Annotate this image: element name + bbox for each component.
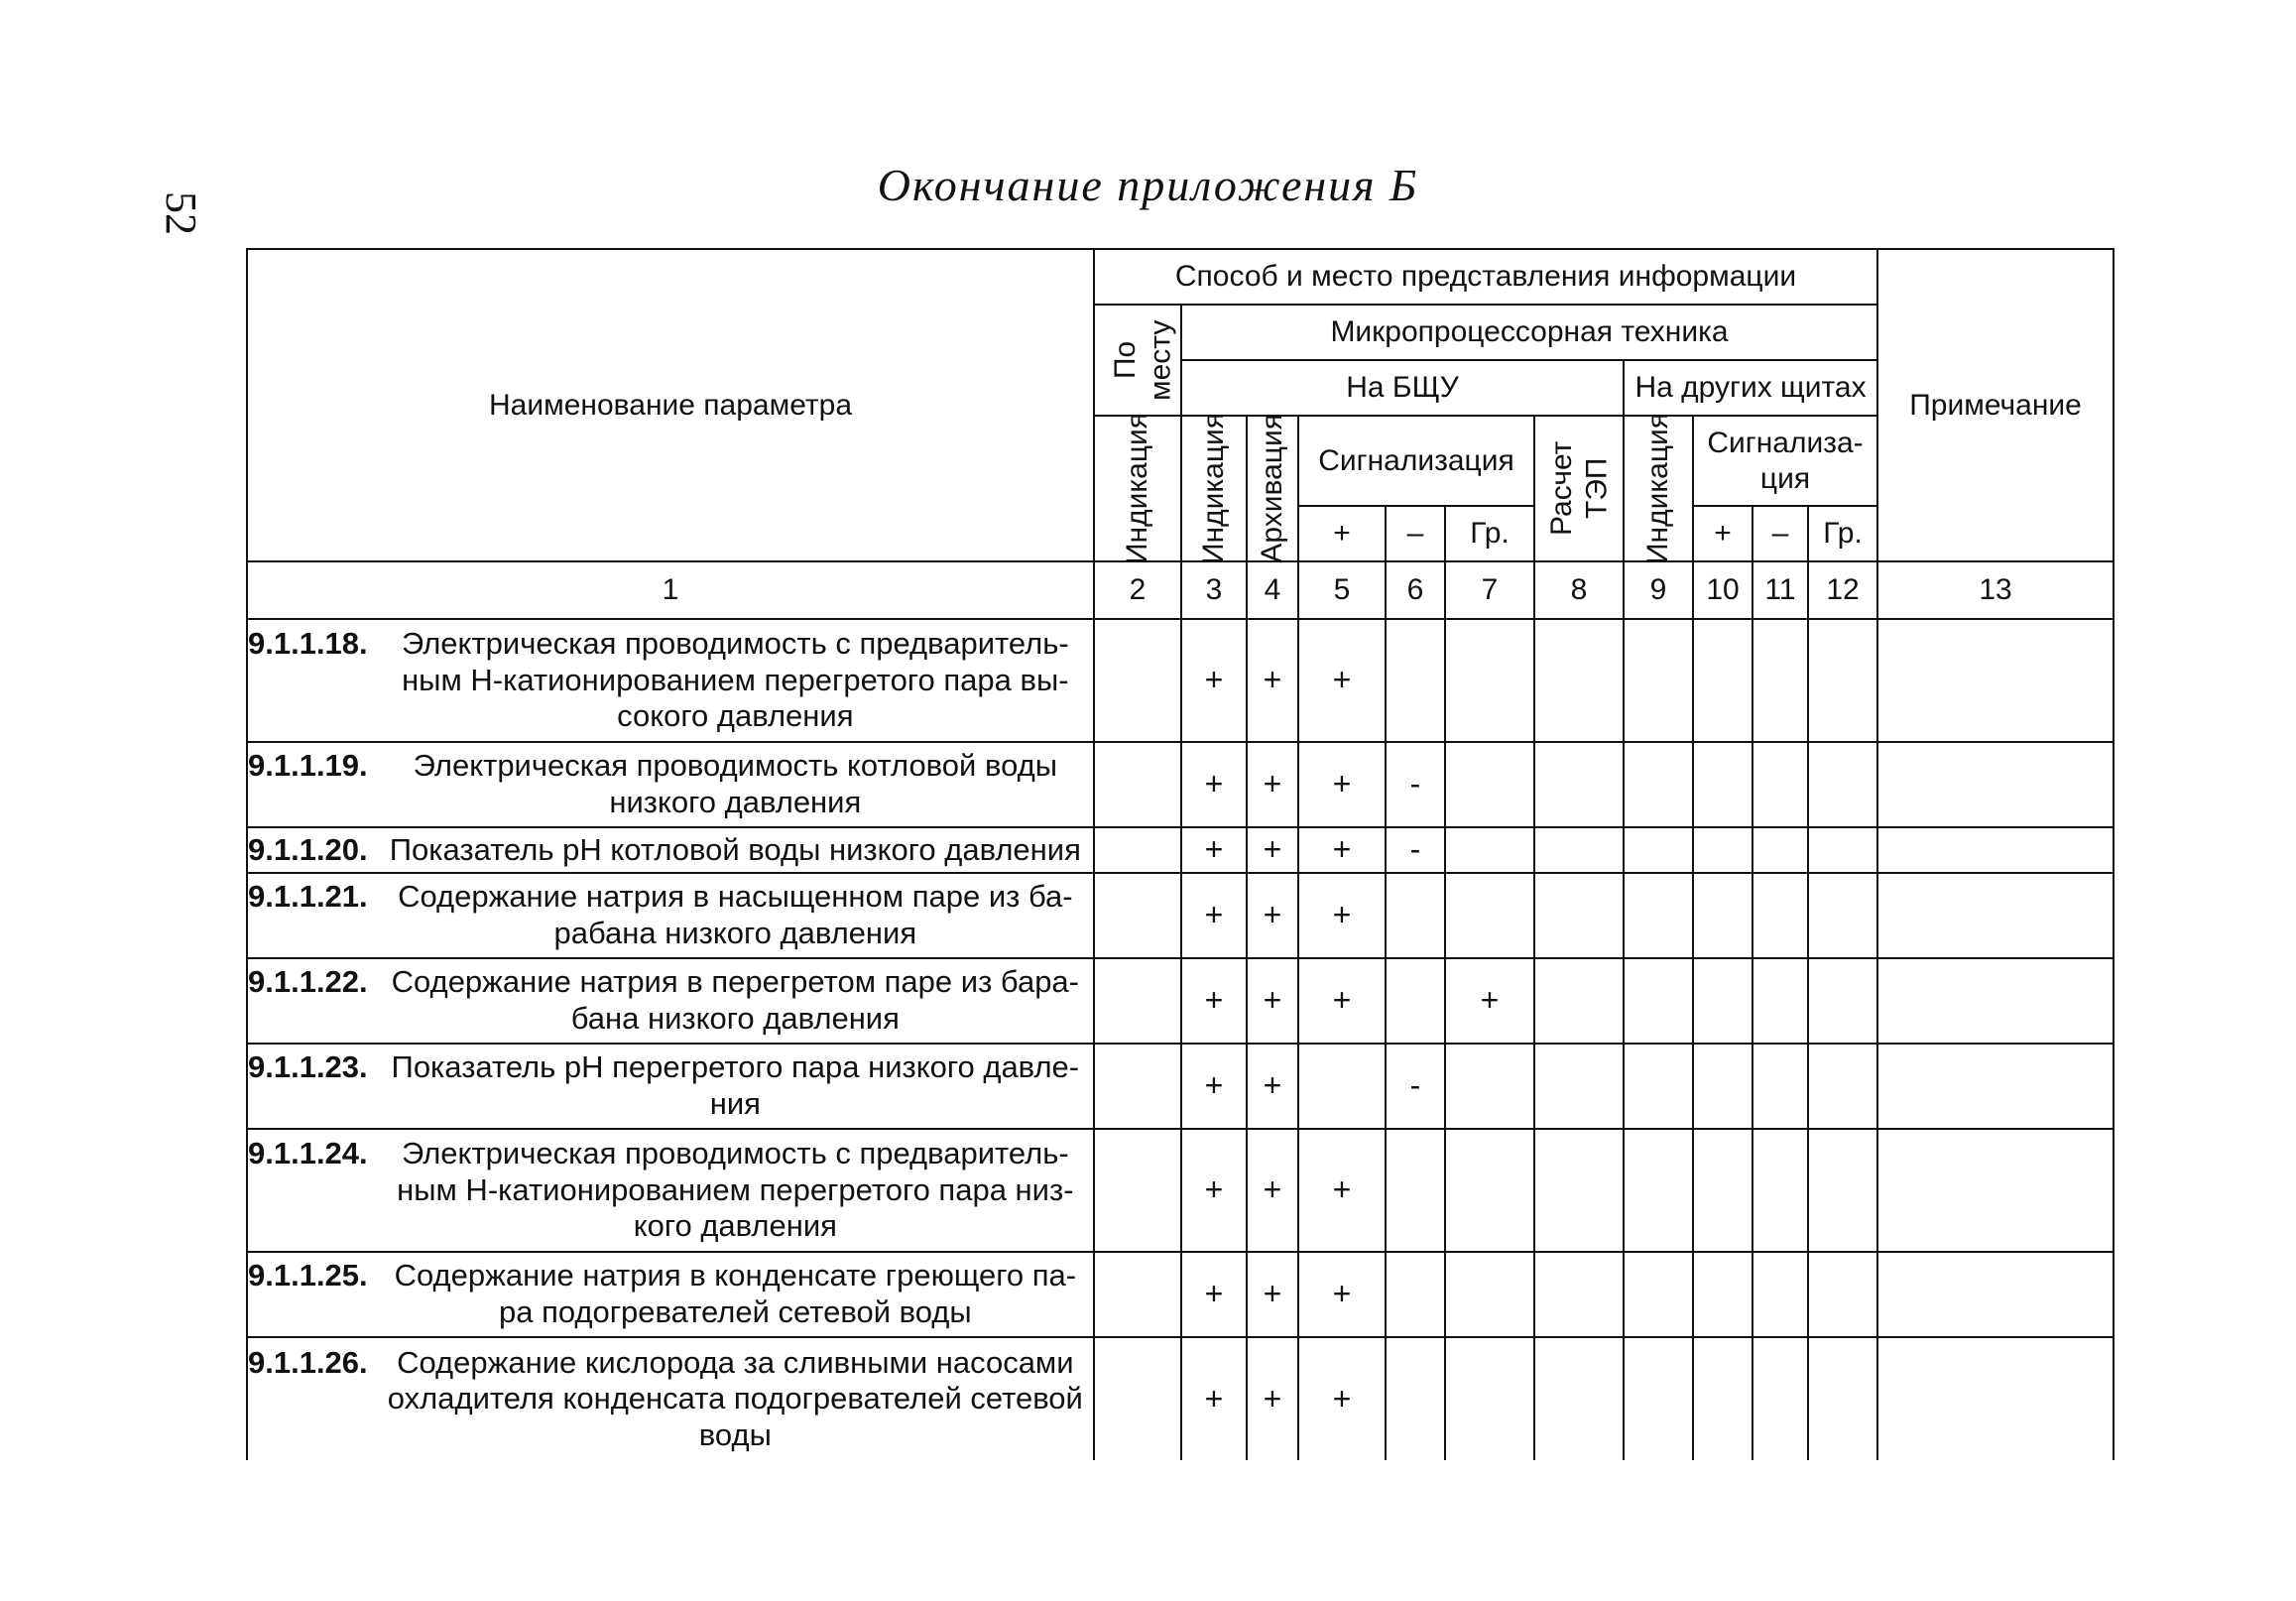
cell-col12: [1808, 1337, 1877, 1460]
cell-col7: +: [1445, 958, 1534, 1044]
cell-col13: [1877, 742, 2114, 827]
header-col4-label: Архивация: [1256, 414, 1289, 563]
row-name-cell: [247, 1044, 1094, 1129]
colnum-5: 5: [1298, 561, 1386, 619]
cell-col2: [1094, 958, 1181, 1044]
cell-col10: [1693, 958, 1752, 1044]
header-col4-archiving: [1247, 416, 1298, 561]
table-row: [247, 1337, 2114, 1460]
row-code: 9.1.1.22.: [248, 964, 368, 1000]
cell-col2: [1094, 873, 1181, 958]
row-code: 9.1.1.20.: [248, 831, 368, 867]
cell-col11: [1752, 1252, 1808, 1337]
cell-col10: [1693, 619, 1752, 742]
colnum-3: 3: [1181, 561, 1247, 619]
cell-col5: +: [1298, 1252, 1386, 1337]
colnum-6: 6: [1386, 561, 1445, 619]
row-description: Электрическая проводимость с предваритель-ным Н-катионированием перегретого пара вы-сокого давления: [401, 626, 1069, 734]
cell-col6: [1386, 873, 1445, 958]
cell-col7: [1445, 1044, 1534, 1129]
cell-col8: [1534, 1337, 1624, 1460]
table-row: [247, 1129, 2114, 1252]
cell-col3: +: [1181, 873, 1247, 958]
cell-col13: [1877, 1337, 2114, 1460]
header-col8-label: Расчет ТЭП: [1545, 440, 1614, 537]
cell-col12: [1808, 619, 1877, 742]
cell-col13: [1877, 1129, 2114, 1252]
row-description: Содержание натрия в конденсате греющего па-ра подогревателей сетевой воды: [394, 1258, 1077, 1329]
cell-col9: [1624, 1129, 1693, 1252]
row-name-cell: [247, 958, 1094, 1044]
cell-col6: -: [1386, 827, 1445, 873]
cell-col13: [1877, 619, 2114, 742]
row-code: 9.1.1.19.: [248, 748, 368, 784]
cell-col3: +: [1181, 742, 1247, 827]
cell-col8: [1534, 827, 1624, 873]
parameters-table: [246, 248, 2115, 1460]
cell-col13: [1877, 827, 2114, 873]
cell-col7: [1445, 1252, 1534, 1337]
colnum-11: 11: [1752, 561, 1808, 619]
table-row: [247, 1252, 2114, 1337]
header-col10-plus: +: [1693, 506, 1752, 561]
row-code: 9.1.1.21.: [248, 879, 368, 915]
cell-col5: +: [1298, 827, 1386, 873]
cell-col5: +: [1298, 1337, 1386, 1460]
row-name-cell: [247, 742, 1094, 827]
header-bshu: На БЩУ: [1181, 360, 1624, 416]
header-col6-minus: –: [1386, 506, 1445, 561]
cell-col4: +: [1247, 1129, 1298, 1252]
cell-col8: [1534, 1129, 1624, 1252]
cell-col9: [1624, 1337, 1693, 1460]
cell-col7: [1445, 619, 1534, 742]
cell-col3: +: [1181, 619, 1247, 742]
table-row: [247, 619, 2114, 742]
header-local-label: По месту: [1109, 319, 1177, 401]
cell-col4: +: [1247, 742, 1298, 827]
cell-col11: [1752, 742, 1808, 827]
colnum-7: 7: [1445, 561, 1534, 619]
cell-col10: [1693, 742, 1752, 827]
cell-col8: [1534, 958, 1624, 1044]
cell-col8: [1534, 742, 1624, 827]
cell-col9: [1624, 827, 1693, 873]
cell-col4: +: [1247, 958, 1298, 1044]
cell-col9: [1624, 958, 1693, 1044]
cell-col12: [1808, 1129, 1877, 1252]
cell-col6: -: [1386, 742, 1445, 827]
cell-col4: +: [1247, 1252, 1298, 1337]
cell-col6: [1386, 1252, 1445, 1337]
colnum-1: 1: [247, 561, 1094, 619]
cell-col9: [1624, 1252, 1693, 1337]
cell-col5: +: [1298, 958, 1386, 1044]
header-local: [1094, 305, 1181, 416]
cell-col7: [1445, 873, 1534, 958]
cell-col8: [1534, 1252, 1624, 1337]
cell-col10: [1693, 1252, 1752, 1337]
cell-col5: +: [1298, 1129, 1386, 1252]
row-description: Содержание натрия в насыщенном паре из ба-рабана низкого давления: [398, 879, 1073, 950]
cell-col12: [1808, 1252, 1877, 1337]
row-description: Содержание натрия в перегретом паре из бара-бана низкого давления: [391, 964, 1079, 1036]
cell-col3: +: [1181, 1129, 1247, 1252]
colnum-9: 9: [1624, 561, 1693, 619]
cell-col3: +: [1181, 827, 1247, 873]
cell-col4: +: [1247, 619, 1298, 742]
cell-col10: [1693, 873, 1752, 958]
row-description: Показатель рН перегретого пара низкого давле-ния: [391, 1049, 1080, 1121]
cell-col11: [1752, 958, 1808, 1044]
cell-col2: [1094, 742, 1181, 827]
cell-col8: [1534, 873, 1624, 958]
column-numbers-row: [247, 561, 2114, 619]
cell-col10: [1693, 1129, 1752, 1252]
cell-col2: [1094, 1044, 1181, 1129]
row-name-cell: [247, 873, 1094, 958]
row-description: Показатель рН котловой воды низкого давления: [389, 831, 1081, 867]
cell-col6: [1386, 958, 1445, 1044]
cell-col6: [1386, 1337, 1445, 1460]
row-code: 9.1.1.23.: [248, 1049, 368, 1085]
row-name-cell: [247, 1337, 1094, 1460]
colnum-13: 13: [1877, 561, 2114, 619]
cell-col7: [1445, 742, 1534, 827]
header-col12-gr: Гр.: [1808, 506, 1877, 561]
colnum-2: 2: [1094, 561, 1181, 619]
cell-col12: [1808, 873, 1877, 958]
header-col9-label: Индикация: [1641, 412, 1675, 565]
cell-col3: +: [1181, 958, 1247, 1044]
cell-col6: -: [1386, 1044, 1445, 1129]
colnum-12: 12: [1808, 561, 1877, 619]
cell-col4: +: [1247, 827, 1298, 873]
cell-col12: [1808, 827, 1877, 873]
cell-col11: [1752, 1129, 1808, 1252]
row-description: Электрическая проводимость котловой воды низкого давления: [413, 748, 1058, 819]
header-method: Способ и место представления информации: [1094, 249, 1877, 305]
cell-col2: [1094, 1337, 1181, 1460]
cell-col13: [1877, 873, 2114, 958]
table-row: [247, 1044, 2114, 1129]
row-description: Содержание кислорода за сливными насосами охладителя конденсата подогревателей сетевой воды: [387, 1344, 1083, 1452]
row-name-cell: [247, 827, 1094, 873]
cell-col13: [1877, 1252, 2114, 1337]
header-col2-label: Индикация: [1121, 412, 1154, 565]
row-name-cell: [247, 619, 1094, 742]
row-code: 9.1.1.24.: [248, 1136, 368, 1171]
row-code: 9.1.1.25.: [248, 1258, 368, 1293]
cell-col8: [1534, 619, 1624, 742]
header-col8-tep: [1534, 416, 1624, 561]
page-number: 52: [157, 191, 206, 235]
header-col3-indication: [1181, 412, 1247, 565]
cell-col11: [1752, 827, 1808, 873]
cell-col12: [1808, 742, 1877, 827]
cell-col5: +: [1298, 873, 1386, 958]
cell-col6: [1386, 619, 1445, 742]
cell-col9: [1624, 619, 1693, 742]
header-col7-gr: Гр.: [1445, 506, 1534, 561]
header-col3-label: Индикация: [1197, 412, 1231, 565]
cell-col11: [1752, 1337, 1808, 1460]
cell-col5: [1298, 1044, 1386, 1129]
cell-col5: +: [1298, 619, 1386, 742]
colnum-10: 10: [1693, 561, 1752, 619]
cell-col9: [1624, 742, 1693, 827]
row-name-cell: [247, 1129, 1094, 1252]
row-code: 9.1.1.18.: [248, 626, 368, 662]
cell-col3: +: [1181, 1337, 1247, 1460]
table-row: [247, 742, 2114, 827]
cell-col2: [1094, 619, 1181, 742]
cell-col13: [1877, 958, 2114, 1044]
table-row: [247, 873, 2114, 958]
row-code: 9.1.1.26.: [248, 1344, 368, 1380]
header-signaling-bshu: Сигнализация: [1298, 416, 1534, 506]
header-col9-indication: [1624, 412, 1693, 565]
cell-col5: +: [1298, 742, 1386, 827]
row-name-cell: [247, 1252, 1094, 1337]
cell-col6: [1386, 1129, 1445, 1252]
cell-col10: [1693, 827, 1752, 873]
cell-col9: [1624, 873, 1693, 958]
cell-col7: [1445, 1129, 1534, 1252]
page-title: Окончание приложения Б: [877, 160, 1419, 210]
colnum-8: 8: [1534, 561, 1624, 619]
cell-col7: [1445, 1337, 1534, 1460]
table-row: [247, 958, 2114, 1044]
colnum-4: 4: [1247, 561, 1298, 619]
cell-col4: +: [1247, 1337, 1298, 1460]
cell-col11: [1752, 619, 1808, 742]
cell-col12: [1808, 958, 1877, 1044]
cell-col2: [1094, 827, 1181, 873]
cell-col2: [1094, 1252, 1181, 1337]
header-col2-indication: [1094, 412, 1181, 565]
header-col5-plus: +: [1298, 506, 1386, 561]
cell-col13: [1877, 1044, 2114, 1129]
header-param-name: Наименование параметра: [247, 249, 1094, 561]
cell-col2: [1094, 1129, 1181, 1252]
cell-col3: +: [1181, 1252, 1247, 1337]
header-col11-minus: –: [1752, 506, 1808, 561]
header-micro: Микропроцессорная техника: [1181, 305, 1877, 360]
header-signaling-other: Сигнализа-ция: [1693, 416, 1877, 506]
cell-col10: [1693, 1337, 1752, 1460]
cell-col11: [1752, 1044, 1808, 1129]
cell-col8: [1534, 1044, 1624, 1129]
cell-col4: +: [1247, 1044, 1298, 1129]
cell-col7: [1445, 827, 1534, 873]
cell-col4: +: [1247, 873, 1298, 958]
cell-col10: [1693, 1044, 1752, 1129]
cell-col9: [1624, 1044, 1693, 1129]
header-note: Примечание: [1877, 249, 2114, 561]
header-other: На других щитах: [1624, 360, 1877, 416]
cell-col3: +: [1181, 1044, 1247, 1129]
cell-col12: [1808, 1044, 1877, 1129]
row-description: Электрическая проводимость с предваритель-ным Н-катионированием перегретого пара низ-кого давления: [397, 1136, 1074, 1244]
cell-col11: [1752, 873, 1808, 958]
table-row: [247, 827, 2114, 873]
